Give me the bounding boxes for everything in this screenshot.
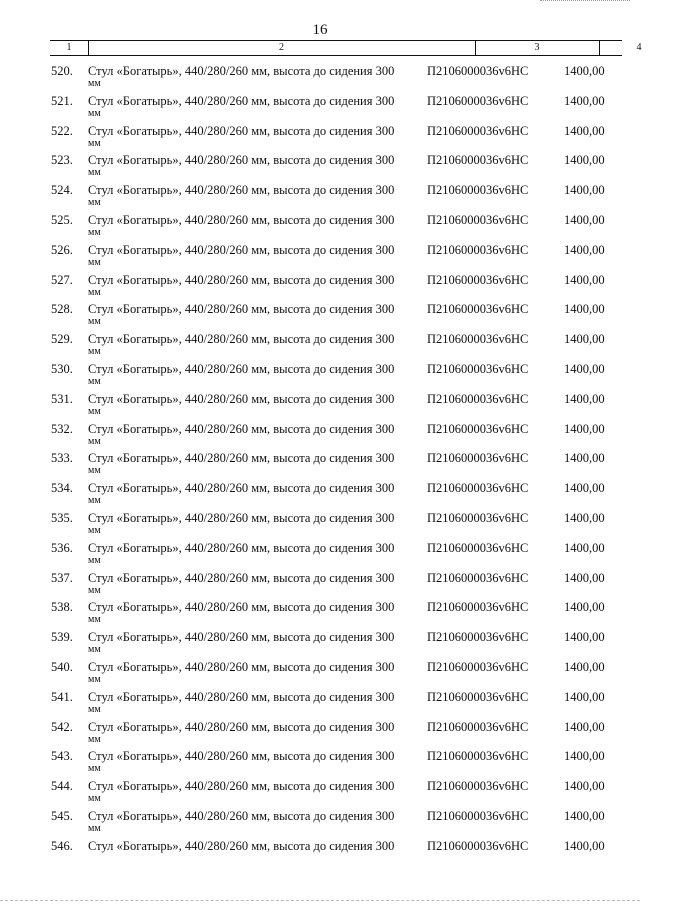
item-price: 1400,00 (564, 421, 605, 436)
item-unit-text: мм (88, 226, 101, 238)
item-unit-text: мм (88, 733, 101, 745)
item-price: 1400,00 (564, 779, 605, 794)
scan-bottom-edge (0, 900, 640, 901)
inventory-code: П2106000036v6НС (427, 838, 529, 853)
table-row (0, 332, 640, 362)
item-name-text: Стул «Богатырь», 440/280/260 мм, высота до сидения 300 (88, 838, 395, 853)
inventory-code: П2106000036v6НС (427, 272, 529, 287)
table-row (0, 630, 640, 660)
scan-edge-mark (540, 0, 630, 1)
item-price: 1400,00 (564, 93, 605, 108)
item-description (88, 422, 418, 446)
item-price: 1400,00 (564, 540, 605, 555)
item-price: 1400,00 (564, 630, 605, 645)
inventory-code: П2106000036v6НС (427, 451, 529, 466)
table-row (0, 660, 640, 690)
item-price: 1400,00 (564, 212, 605, 227)
inventory-code: П2106000036v6НС (427, 808, 529, 823)
item-description (88, 749, 418, 773)
item-description (88, 720, 418, 744)
row-number: 525. (51, 212, 73, 227)
table-row (0, 64, 640, 94)
row-number: 520. (51, 64, 73, 78)
table-row (0, 213, 640, 243)
table-header (50, 40, 642, 56)
table-row (0, 273, 640, 303)
table-row (0, 451, 640, 481)
row-number: 537. (51, 570, 73, 585)
item-description (88, 630, 418, 654)
item-name-text: Стул «Богатырь», 440/280/260 мм, высота до сидения 300 (88, 808, 395, 823)
header-col-3: 3 (475, 41, 600, 55)
table-row (0, 749, 640, 779)
item-description (88, 243, 418, 267)
item-name-text: Стул «Богатырь», 440/280/260 мм, высота до сидения 300 (88, 391, 395, 406)
table-body (0, 64, 640, 869)
item-name-text: Стул «Богатырь», 440/280/260 мм, высота до сидения 300 (88, 332, 395, 347)
item-name-text: Стул «Богатырь», 440/280/260 мм, высота до сидения 300 (88, 123, 395, 138)
inventory-code: П2106000036v6НС (427, 421, 529, 436)
item-price: 1400,00 (564, 153, 605, 168)
row-number: 522. (51, 123, 73, 138)
inventory-code: П2106000036v6НС (427, 719, 529, 734)
item-unit-text: мм (88, 405, 101, 417)
inventory-code: П2106000036v6НС (427, 510, 529, 525)
item-description (88, 392, 418, 416)
item-name-text: Стул «Богатырь», 440/280/260 мм, высота до сидения 300 (88, 630, 395, 645)
table-row (0, 779, 640, 809)
table-row (0, 839, 640, 869)
inventory-code: П2106000036v6НС (427, 153, 529, 168)
inventory-code: П2106000036v6НС (427, 600, 529, 615)
item-name-text: Стул «Богатырь», 440/280/260 мм, высота до сидения 300 (88, 600, 395, 615)
table-row (0, 392, 640, 422)
item-description (88, 660, 418, 684)
header-col-1: 1 (50, 41, 89, 55)
table-row (0, 302, 640, 332)
table-row (0, 690, 640, 720)
table-row (0, 541, 640, 571)
row-number: 544. (51, 779, 73, 794)
item-description (88, 779, 418, 803)
row-number: 545. (51, 808, 73, 823)
item-description (88, 273, 418, 297)
item-description (88, 302, 418, 326)
item-price: 1400,00 (564, 659, 605, 674)
row-number: 543. (51, 749, 73, 764)
item-unit-text: мм (88, 763, 101, 775)
table-row (0, 94, 640, 124)
item-name-text: Стул «Богатырь», 440/280/260 мм, высота до сидения 300 (88, 481, 395, 496)
item-price: 1400,00 (564, 600, 605, 615)
table-row (0, 600, 640, 630)
row-number: 531. (51, 391, 73, 406)
row-number: 539. (51, 630, 73, 645)
item-price: 1400,00 (564, 183, 605, 198)
item-unit-text: мм (88, 256, 101, 268)
inventory-code: П2106000036v6НС (427, 123, 529, 138)
inventory-code: П2106000036v6НС (427, 481, 529, 496)
item-description (88, 183, 418, 207)
inventory-code: П2106000036v6НС (427, 391, 529, 406)
table-row (0, 153, 640, 183)
item-price: 1400,00 (564, 242, 605, 257)
item-unit-text: мм (88, 495, 101, 507)
inventory-code: П2106000036v6НС (427, 689, 529, 704)
item-description (88, 451, 418, 475)
table-row (0, 481, 640, 511)
item-description (88, 153, 418, 177)
item-unit-text: мм (88, 524, 101, 536)
item-unit-text: мм (88, 375, 101, 387)
inventory-code: П2106000036v6НС (427, 659, 529, 674)
item-price: 1400,00 (564, 123, 605, 138)
row-number: 528. (51, 302, 73, 317)
item-description (88, 332, 418, 356)
item-description (88, 690, 418, 714)
item-description (88, 600, 418, 624)
item-name-text: Стул «Богатырь», 440/280/260 мм, высота до сидения 300 (88, 153, 395, 168)
item-name-text: Стул «Богатырь», 440/280/260 мм, высота до сидения 300 (88, 540, 395, 555)
inventory-code: П2106000036v6НС (427, 630, 529, 645)
item-name-text: Стул «Богатырь», 440/280/260 мм, высота до сидения 300 (88, 361, 395, 376)
table-row (0, 422, 640, 452)
item-unit-text: мм (88, 107, 101, 119)
item-unit-text: мм (88, 793, 101, 805)
item-unit-text: мм (88, 465, 101, 477)
item-price: 1400,00 (564, 749, 605, 764)
item-unit-text: мм (88, 435, 101, 447)
item-price: 1400,00 (564, 689, 605, 704)
item-unit-text: мм (88, 78, 101, 89)
item-description (88, 809, 418, 833)
item-name-text: Стул «Богатырь», 440/280/260 мм, высота до сидения 300 (88, 659, 395, 674)
item-price: 1400,00 (564, 361, 605, 376)
inventory-code: П2106000036v6НС (427, 212, 529, 227)
row-number: 534. (51, 481, 73, 496)
item-price: 1400,00 (564, 451, 605, 466)
item-unit-text: мм (88, 614, 101, 626)
item-unit-text: мм (88, 703, 101, 715)
item-description (88, 541, 418, 565)
item-price: 1400,00 (564, 272, 605, 287)
row-number: 536. (51, 540, 73, 555)
table-row (0, 124, 640, 154)
item-unit-text: мм (88, 137, 101, 149)
inventory-code: П2106000036v6НС (427, 749, 529, 764)
item-unit-text: мм (88, 346, 101, 358)
inventory-code: П2106000036v6НС (427, 183, 529, 198)
table-row (0, 243, 640, 273)
table-row (0, 720, 640, 750)
item-name-text: Стул «Богатырь», 440/280/260 мм, высота до сидения 300 (88, 510, 395, 525)
item-description (88, 511, 418, 535)
inventory-code: П2106000036v6НС (427, 779, 529, 794)
item-price: 1400,00 (564, 302, 605, 317)
item-description (88, 362, 418, 386)
row-number: 542. (51, 719, 73, 734)
item-description (88, 213, 418, 237)
item-price: 1400,00 (564, 570, 605, 585)
item-description (88, 839, 418, 854)
table-row (0, 571, 640, 601)
item-price: 1400,00 (564, 64, 605, 78)
item-unit-text: мм (88, 584, 101, 596)
table-row (0, 183, 640, 213)
row-number: 533. (51, 451, 73, 466)
item-description (88, 571, 418, 595)
inventory-code: П2106000036v6НС (427, 361, 529, 376)
row-number: 535. (51, 510, 73, 525)
inventory-code: П2106000036v6НС (427, 242, 529, 257)
item-unit-text: мм (88, 673, 101, 685)
inventory-code: П2106000036v6НС (427, 93, 529, 108)
item-description (88, 94, 418, 118)
item-description (88, 481, 418, 505)
inventory-code: П2106000036v6НС (427, 302, 529, 317)
item-price: 1400,00 (564, 808, 605, 823)
row-number: 541. (51, 689, 73, 704)
item-name-text: Стул «Богатырь», 440/280/260 мм, высота до сидения 300 (88, 421, 395, 436)
item-name-text: Стул «Богатырь», 440/280/260 мм, высота до сидения 300 (88, 779, 395, 794)
item-unit-text: мм (88, 167, 101, 179)
row-number: 532. (51, 421, 73, 436)
row-number: 546. (51, 838, 73, 853)
item-name-text: Стул «Богатырь», 440/280/260 мм, высота до сидения 300 (88, 719, 395, 734)
row-number: 521. (51, 93, 73, 108)
item-name-text: Стул «Богатырь», 440/280/260 мм, высота до сидения 300 (88, 570, 395, 585)
item-unit-text: мм (88, 316, 101, 328)
item-name-text: Стул «Богатырь», 440/280/260 мм, высота до сидения 300 (88, 272, 395, 287)
table-row (0, 511, 640, 541)
item-name-text: Стул «Богатырь», 440/280/260 мм, высота до сидения 300 (88, 749, 395, 764)
row-number: 540. (51, 659, 73, 674)
item-name-text: Стул «Богатырь», 440/280/260 мм, высота до сидения 300 (88, 212, 395, 227)
row-number: 526. (51, 242, 73, 257)
header-col-2: 2 (88, 41, 476, 55)
item-name-text: Стул «Богатырь», 440/280/260 мм, высота до сидения 300 (88, 242, 395, 257)
item-price: 1400,00 (564, 391, 605, 406)
row-number: 538. (51, 600, 73, 615)
inventory-code: П2106000036v6НС (427, 570, 529, 585)
item-price: 1400,00 (564, 510, 605, 525)
table-row (0, 809, 640, 839)
item-price: 1400,00 (564, 719, 605, 734)
inventory-code: П2106000036v6НС (427, 332, 529, 347)
table-row (0, 362, 640, 392)
item-name-text: Стул «Богатырь», 440/280/260 мм, высота до сидения 300 (88, 183, 395, 198)
item-unit-text: мм (88, 822, 101, 834)
item-name-text: Стул «Богатырь», 440/280/260 мм, высота до сидения 300 (88, 689, 395, 704)
item-description (88, 124, 418, 148)
row-number: 530. (51, 361, 73, 376)
item-unit-text: мм (88, 286, 101, 298)
header-col-4: 4 (636, 42, 642, 53)
item-price: 1400,00 (564, 332, 605, 347)
row-number: 523. (51, 153, 73, 168)
item-description (88, 64, 418, 88)
item-name-text: Стул «Богатырь», 440/280/260 мм, высота до сидения 300 (88, 64, 395, 78)
item-name-text: Стул «Богатырь», 440/280/260 мм, высота до сидения 300 (88, 451, 395, 466)
item-unit-text: мм (88, 197, 101, 209)
page-number: 16 (312, 22, 328, 38)
item-name-text: Стул «Богатырь», 440/280/260 мм, высота до сидения 300 (88, 93, 395, 108)
inventory-code: П2106000036v6НС (427, 540, 529, 555)
row-number: 527. (51, 272, 73, 287)
item-price: 1400,00 (564, 481, 605, 496)
row-number: 524. (51, 183, 73, 198)
row-number: 529. (51, 332, 73, 347)
item-unit-text: мм (88, 554, 101, 566)
item-price: 1400,00 (564, 838, 605, 853)
inventory-code: П2106000036v6НС (427, 64, 529, 78)
item-name-text: Стул «Богатырь», 440/280/260 мм, высота до сидения 300 (88, 302, 395, 317)
item-unit-text: мм (88, 644, 101, 656)
